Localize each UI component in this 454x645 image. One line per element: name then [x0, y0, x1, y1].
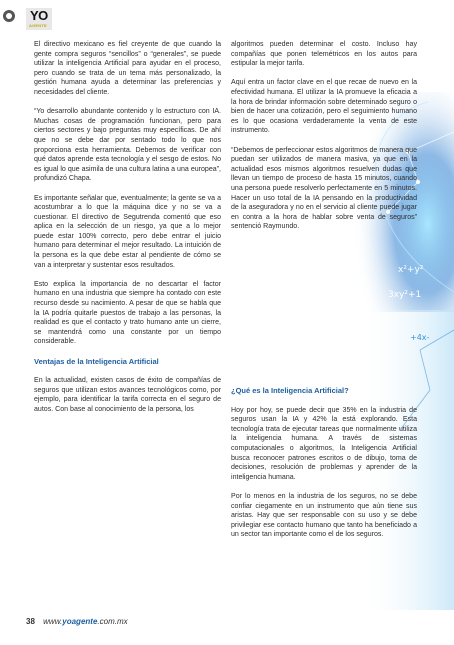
paragraph: Aquí entra un factor clave en el que recae de nuevo en la efectividad humana. El utilizar la IA promueve la eficacia a la hora de brindar información sobre determinado seguro o bien de hacer una cotización, pero el seguimiento humano es lo que ocasiona verdaderamente la venta de este instrumento.	[231, 79, 417, 135]
logo-main-text: YO	[30, 8, 48, 23]
paragraph: Es importante señalar que, eventualmente; la gente se va a acostumbrar a lo que la máquina dice y no se va a cuestionar. El directivo de Segutrenda comentó que eso aplica en la selección de un riesgo, ya que a lo mejor puede estar 100% correcto, pero debe entrar el juicio humano para determinar el mejor resultado. La intuición de la persona es la que debe estar al pendiente de cómo se van a interpretar y sustentar esos resultados.	[34, 194, 221, 269]
site-prefix: www.	[43, 617, 63, 626]
left-column	[34, 40, 221, 424]
logo-sub-text: AGENTE	[29, 23, 47, 28]
site-brand: yoagente	[62, 617, 98, 626]
paragraph: Esto explica la importancia de no descartar el factor humano en una industria que siempre ha contado con este recurso desde su nacimiento. A pesar de que se habla que la IA podría quitarle puestos de trabajo a las personas, la realidad es que el contacto y trato humano ante un cierre, se mantendrá como una constante por un tiempo considerable.	[34, 280, 221, 346]
paragraph: El directivo mexicano es fiel creyente de que cuando la gente compra seguros “sencillos” o “generales”, se puede utilizar la inteligencia Artificial para ayudar en el proceso, pero cuando se trata de un tema más personalizado, la gestión humana ayuda a determinar las preferencias y necesidades del cliente.	[34, 41, 221, 96]
yoagente-logo	[26, 8, 52, 30]
website-link[interactable]	[43, 617, 127, 626]
paragraph: En la actualidad, existen casos de éxito de compañías de seguros que utilizan estos avances tecnológicos como, por ejemplo, para identificar la tarifa correcta en el seguro de autos. Con base al conocimiento de la persona, los	[34, 377, 221, 413]
section-heading: ¿Qué es la Inteligencia Artificial?	[231, 386, 349, 395]
svg-text:x²+y²: x²+y²	[398, 265, 424, 275]
page-number: 38	[26, 617, 35, 626]
page-corner-marker	[3, 10, 15, 22]
paragraph: Por lo menos en la industria de los seguros, no se debe confiar ciegamente en un instrumento que aún tiene sus aristas. Hay que ser responsable con su uso y se debe privilegiar ese contacto humano que tanto ha beneficiado a un sector tan importante como el de los seguros.	[231, 492, 417, 539]
paragraph: Hoy por hoy, se puede decir que 35% en la industria de seguros usan la IA y 42% la está explorando. Esta tecnología trata de ejecutar tareas que normalmente utiliza la inteligencia humana. A través de sistemas computacionales o algoritmos, la Inteligencia Artificial busca reconocer patrones escritos o de dibujo, toma de decisiones, resolución de problemas y aprender de la inteligencia humana.	[231, 406, 417, 481]
page-footer	[26, 617, 128, 626]
right-column-top	[231, 40, 417, 241]
paragraph: “Yo desarrollo abundante contenido y lo estructuro con IA. Muchas cosas de programación funcionan, pero para ciertos sectores y bajo preguntas muy específicas. De ahí que no se debe dar por sentado todo lo que nos proporciona esta herramienta. Debemos de verificar con qué datos aprende esta tecnología y el sesgo de estos. No es igual lo que asimila de una cultura latina a una europea”, profundizó Chapa.	[34, 108, 221, 183]
section-heading: Ventajas de la Inteligencia Artificial	[34, 356, 159, 366]
paragraph: algoritmos pueden determinar el costo. Incluso hay compañías que ponen telemétricos en los autos para estipular la mejor tarifa.	[231, 41, 417, 68]
right-column-bottom	[231, 386, 417, 550]
svg-text:+4x-: +4x-	[410, 333, 430, 342]
paragraph: “Debemos de perfeccionar estos algoritmos de manera que puedan ser utilizados de manera masiva, ya que en la actualidad esos mismos algoritmos resuelven dudas que llevan un tiempo de proceso de hasta 15 minutos, cuando una persona puede resolverlo perfectamente en 5 minutos. Hacer un uso total de la IA pensando en la productividad de la aseguradora y no en el servicio al cliente puede jugar en contra a la hora de hablar sobre venta de seguros” sentenció Raymundo.	[231, 146, 417, 231]
svg-text:3xy²+1: 3xy²+1	[388, 290, 422, 300]
site-suffix: .com.mx	[97, 617, 128, 626]
